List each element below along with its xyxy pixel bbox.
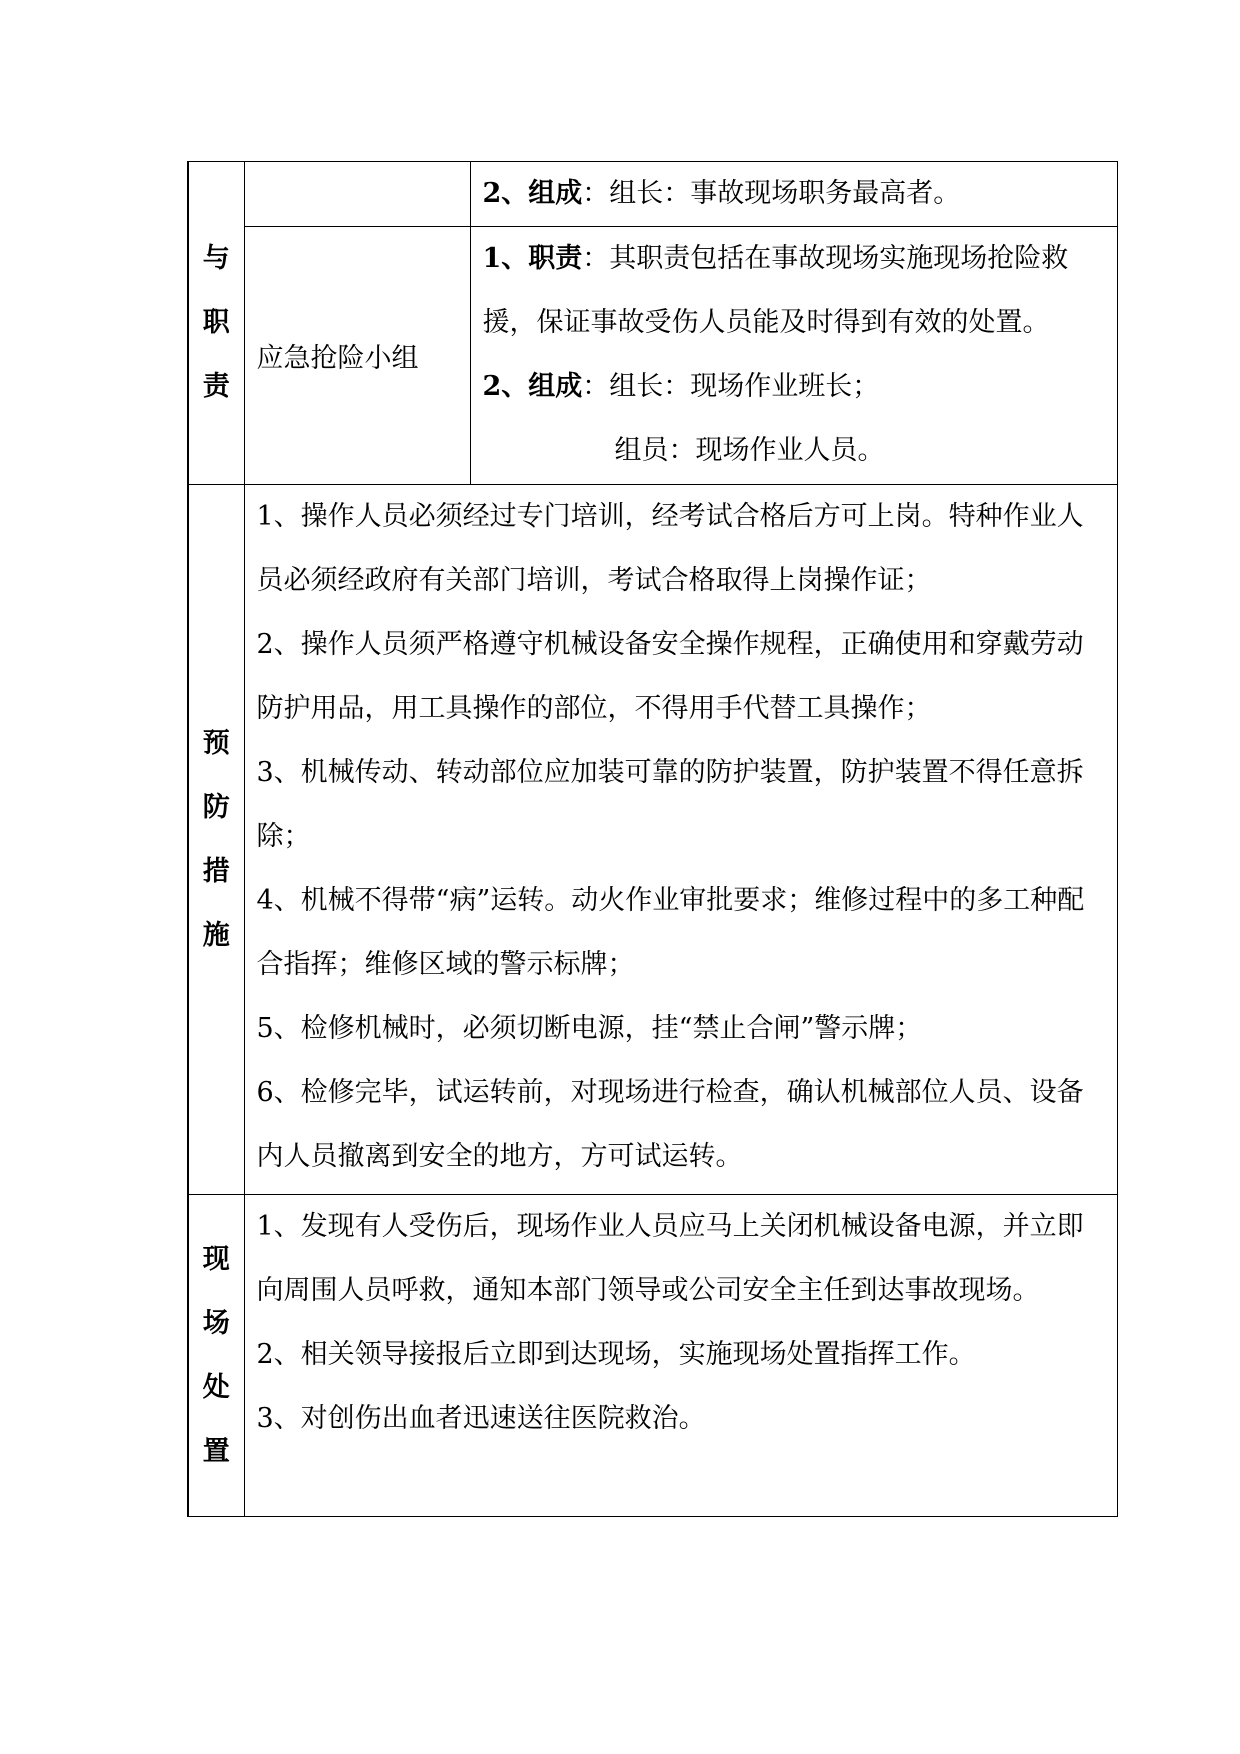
duty-section-label bbox=[188, 162, 244, 485]
composition-members-text: 组员：现场作业人员。 bbox=[614, 435, 885, 466]
onsite-paragraph: 1、发现有人受伤后，现场作业人员应马上关闭机械设备电源，并立即向周围人员呼救，通知本部门领导或公司安全主任到达事故现场。 bbox=[256, 1211, 1084, 1306]
rescue-composition-line bbox=[483, 355, 1107, 419]
prevention-paragraph: 5、检修机械时，必须切断电源，挂“禁止合闸”警示牌； bbox=[256, 1013, 923, 1044]
onsite-row bbox=[188, 1195, 1117, 1517]
onsite-content bbox=[244, 1195, 1117, 1517]
composition-label: 2、组成 bbox=[482, 371, 583, 402]
onsite-label-char: 处 bbox=[202, 1371, 230, 1403]
prevention-paragraph: 1、操作人员必须经过专门培训，经考试合格后方可上岗。特种作业人员必须经政府有关部门培训，考试合格取得上岗操作证； bbox=[256, 501, 1084, 596]
duty-label-char: 职 bbox=[202, 307, 230, 338]
rescue-team-details bbox=[470, 227, 1117, 485]
duty-label-char: 与 bbox=[202, 243, 230, 274]
prevention-paragraph: 2、操作人员须严格遵守机械设备安全操作规程，正确使用和穿戴劳动防护用品，用工具操作的部位，不得用手代替工具操作； bbox=[256, 629, 1084, 724]
prevention-label-char: 措 bbox=[202, 855, 230, 887]
prevention-label-char: 施 bbox=[202, 919, 230, 951]
leader-role-cell bbox=[244, 162, 470, 227]
duty-row-rescue bbox=[188, 227, 1117, 485]
prevention-paragraph: 3、机械传动、转动部位应加装可靠的防护装置，防护装置不得任意拆除； bbox=[256, 757, 1084, 852]
onsite-label-char: 置 bbox=[202, 1435, 230, 1467]
rescue-team-name: 应急抢险小组 bbox=[244, 227, 470, 485]
rescue-duty-line bbox=[483, 227, 1107, 355]
emergency-plan-table bbox=[187, 161, 1118, 1517]
duty-text: ：其职责包括在事故现场实施现场抢险救援，保证事故受伤人员能及时得到有效的处置。 bbox=[482, 243, 1069, 338]
duty-label-char: 责 bbox=[202, 371, 230, 402]
prevention-label-char: 预 bbox=[202, 727, 230, 759]
composition-leader-text: ：组长：现场作业班长； bbox=[582, 371, 880, 402]
composition-text: ：组长：事故现场职务最高者。 bbox=[582, 178, 961, 209]
prevention-label-char: 防 bbox=[202, 791, 230, 823]
onsite-label-char: 场 bbox=[202, 1307, 230, 1339]
onsite-label-char: 现 bbox=[202, 1243, 230, 1275]
leader-composition-cell bbox=[470, 162, 1117, 227]
prevention-content bbox=[244, 485, 1117, 1195]
duty-row-leader bbox=[188, 162, 1117, 227]
composition-label: 2、组成 bbox=[482, 178, 583, 209]
leader-composition-line bbox=[483, 162, 1107, 226]
onsite-paragraph: 2、相关领导接报后立即到达现场，实施现场处置指挥工作。 bbox=[256, 1339, 976, 1370]
rescue-members-line bbox=[483, 419, 1107, 483]
prevention-paragraph: 4、机械不得带“病”运转。动火作业审批要求；维修过程中的多工种配合指挥；维修区域的警示标牌； bbox=[256, 885, 1085, 980]
onsite-section-label bbox=[188, 1195, 244, 1517]
prevention-section-label bbox=[188, 485, 244, 1195]
duty-label: 1、职责 bbox=[482, 243, 583, 274]
prevention-row bbox=[188, 485, 1117, 1195]
prevention-paragraph: 6、检修完毕，试运转前，对现场进行检查，确认机械部位人员、设备内人员撤离到安全的地方，方可试运转。 bbox=[256, 1077, 1084, 1172]
onsite-paragraph: 3、对创伤出血者迅速送往医院救治。 bbox=[256, 1403, 706, 1434]
